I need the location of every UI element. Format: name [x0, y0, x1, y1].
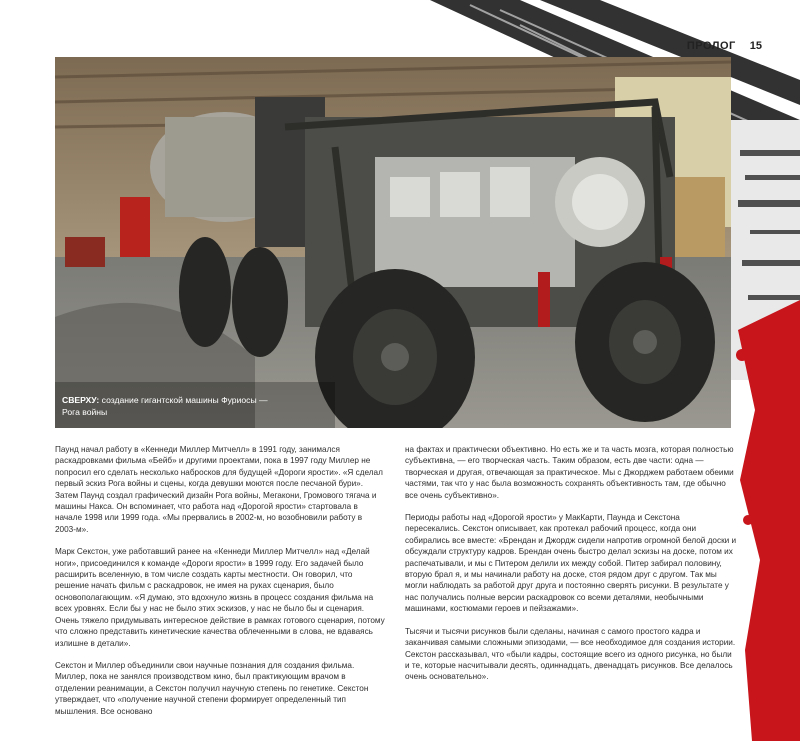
paragraph: Периоды работы над «Дорогой ярости» у МакКарти, Паунда и Секстона пересекались. Секстон описывает, как протекал рабочий процесс, когда они собирались все вместе: «Брендан и Джордж сидели напротив огромной белой доски и обсуждали структуру кадров. Брендан очень быстро делал эскизы на доске, потом их распечатывали, и мы с Питером делили их между собой. Питер забирал половину, вторую брал я, и мы начинали работу на доске, стоя рядом друг с другом. Так мы могли наблюдать за работой друг друга и постоянно сверять рисунки. В результате у нас получались полные версии раскадровок со всеми деталями, необычными машинами, костюмами героев и пейзажами». [405, 513, 737, 614]
paragraph: на фактах и практически объективно. Но есть же и та часть мозга, которая полностью субъективна, — его творческая часть. Таким образом, есть две части: одна — творческая и другая, отвечающая за практическое. Мы с Джорджем работаем обеими частями, так что у нас была возможность сохранять объективность там, где обычно все очень субъективно». [405, 445, 734, 500]
paragraph: Тысячи и тысячи рисунков были сделаны, начиная с самого простого кадра и заканчивая самыми сложными эпизодами, — все необходимое для создания истории. Секстон рассказывал, что «были кадры, состоящие всего из одного рисунка, но были и те, которые насчитывали десять, одиннадцать, двенадцать рисунков. Все делалось очень основательно». [405, 626, 736, 682]
caption-label: СВЕРХУ: [62, 395, 100, 405]
section-title: ПРОЛОГ [686, 40, 736, 52]
paragraph: Секстон и Миллер объединили свои научные познания для создания фильма. Миллер, пока не занялся производством кино, был практикующим врачом в отделении реанимации, а Секстон получил научную степень по генетике. Секстон утверждает, что «получение научной степени формирует определенный тип мышления. Все основано [55, 660, 369, 716]
right-text-column [405, 444, 737, 694]
page-header [687, 40, 762, 52]
left-text-column [55, 444, 385, 728]
paragraph: Паунд начал работу в «Кеннеди Миллер Митчелл» в 1991 году, занимался раскадровками фильма «Бейб» и другими проектами, пока в 1997 году Миллер не попросил его сделать несколько набросков для будущей «Дороги ярости». «Я сделал первый эскиз Рога войны и сцены, когда девушки моются после песчаной бури». Затем Паунд создал графический дизайн Рога войны, Мегакони, Громового тягача и машины Накса. Он вспоминает, что работа над «Дорогой ярости» стартовала в начале 1998 или 1999 года. «Мы прервались в 2002-м, но возобновили работу в 2003-м». [55, 445, 383, 534]
photo-caption [62, 394, 272, 418]
caption-text: создание гигантской машины Фуриосы — Рога войны [62, 395, 268, 417]
truck-photo [55, 57, 731, 428]
page-number: 15 [749, 40, 762, 52]
paragraph: Марк Секстон, уже работавший ранее на «Кеннеди Миллер Митчелл» над «Делай ноги», присоединился к команде «Дороги ярости» в 1999 году. Его задачей было расширить вселенную, в том числе создать карты местности. Он говорил, что решение начать фильм с раскадровок, не имея на руках сценария, было основополагающим. «Я думаю, это вдохнуло жизнь в процесс создания фильма на всех уровнях. Если бы у нас не было этих эскизов, у нас не было бы и сценария. Очень тяжело придумывать интересное действие в рамках готового сценария, потому что сложно представить кинетические качества облеченными в слова, не вдаваясь излишне в детали». [55, 547, 385, 648]
